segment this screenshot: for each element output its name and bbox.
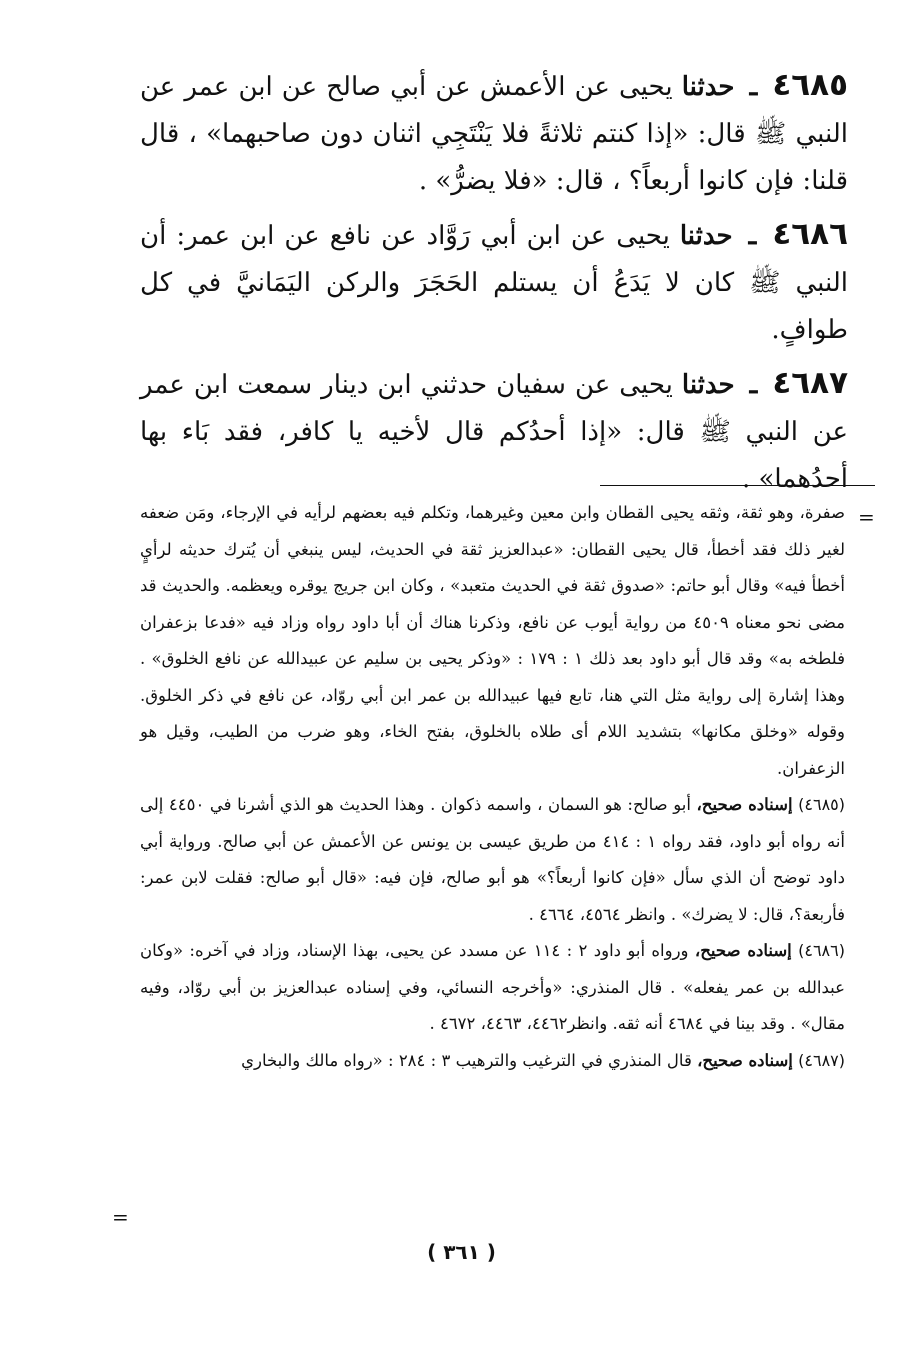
hadith-dash: ـ: [749, 370, 758, 400]
footnote-label: إسناده صحيح،: [697, 1050, 793, 1070]
footnotes-section: [140, 495, 845, 1079]
footnote-4685: [140, 787, 845, 933]
hadith-haddathana: حدثنا: [681, 72, 735, 102]
hadith-number: ٤٦٨٦: [772, 216, 849, 252]
hadith-text: يحيى عن ابن أبي رَوَّاد عن نافع عن ابن عمر: أن النبي ﷺ كان لا يَدَعُ أن يستلم الحَجَرَ والركن اليَمَانيَّ في كل طوافٍ.: [140, 221, 848, 345]
footnote-label: إسناده صحيح،: [696, 795, 793, 814]
hadith-4685: [140, 62, 848, 205]
hadith-number: ٤٦٨٧: [772, 365, 849, 401]
footnote-4687: [140, 1043, 845, 1080]
hadith-text: يحيى عن سفيان حدثني ابن دينار سمعت ابن عمر عن النبي ﷺ قال: «إذا أحدُكم قال لأخيه يا كافر، فقد بَاء بها أحدُهما» .: [140, 370, 848, 494]
footnote-text: أبو صالح: هو السمان ، واسمه ذكوان . وهذا الحديث هو الذي أشرنا في ٤٤٥٠ إلى أنه رواه أبو داود، فقد رواه ١ : ٤١٤ من طريق عيسى بن يونس عن الأعمش عن أبي صالح. ورواية أبي داود توضح أن الذي سأل «فإن كانوا أربعاً؟» هو أبو صالح، فإن فيه: «قال أبو صالح: فقلت لابن عمر: فأربعة؟، قال: لا يضرك» . وانظر ٤٥٦٤، ٤٦٦٤ .: [140, 795, 845, 924]
footnote-text: قال المنذري في الترغيب والترهيب ٣ : ٢٨٤ : «رواه مالك والبخاري: [241, 1050, 692, 1070]
hadith-4687: [140, 360, 848, 503]
hadith-haddathana: حدثنا: [679, 221, 733, 251]
hadith-number: ٤٦٨٥: [772, 67, 848, 103]
footnote-label: إسناده صحيح،: [694, 941, 792, 960]
footnote-number: (٤٦٨٧): [798, 1050, 845, 1070]
footnote-number: (٤٦٨٥): [798, 795, 845, 814]
footnote-divider: [600, 485, 875, 486]
continuation-end-marker: =: [112, 1205, 129, 1229]
hadith-haddathana: حدثنا: [681, 370, 735, 400]
hadith-4686: [140, 211, 848, 354]
footnote-text: ورواه أبو داود ٢ : ١١٤ عن مسدد عن يحيى، بهذا الإسناد، وزاد في آخره: «وكان عبدالله بن عمر يفعله» . قال المنذري: «وأخرجه النسائي، وفي إسناده عبدالعزيز بن أبي روّاد، وفيه مقال» . وقد بينا في ٤٦٨٤ أنه ثقه. وانظر٤٤٦٢، ٤٤٦٣، ٤٦٧٢ .: [140, 941, 845, 1033]
hadith-section: [140, 62, 848, 509]
hadith-dash: ـ: [749, 72, 758, 102]
footnote-4686: [140, 933, 845, 1043]
footnote-continued: صفرة، وهو ثقة، وثقه يحيى القطان وابن معين وغيرهما، وتكلم فيه بعضهم لرأيه في الإرجاء، ومَن ضعفه لغير ذلك فقد أخطأ، قال يحيى القطان: «عبدالعزيز ثقة في الحديث، ليس ينبغي أن يُترك حديثه لرأيٍ أخطأ فيه» وقال أبو حاتم: «صدوق ثقة في الحديث متعبد» ، وكان ابن جريج يوقره ويعظمه. والحديث قد مضى نحو معناه ٤٥٠٩ من رواية أيوب عن نافع، وذكرنا هناك أن أبا داود رواه وزاد فيه «فدعا بزعفران فلطخه به» وقد قال أبو داود بعد ذلك ١ : ١٧٩ : «وذكر يحيى بن سليم عن عبيدالله عن نافع الخلوق» . وهذا إشارة إلى رواية مثل التي هنا، تابع فيها عبيدالله بن عمر ابن أبي روّاد، عن نافع في ذكر الخلوق. وقوله «وخلق مكانها» بتشديد اللام أى طلاه بالخلوق، بفتح الخاء، وهو ضرب من الطيب، وقيل هو الزعفران.: [140, 503, 845, 778]
page-number: ( ٣٦١ ): [427, 1240, 496, 1264]
footnote-number: (٤٦٨٦): [798, 941, 845, 960]
continuation-marker: =: [858, 505, 875, 529]
hadith-dash: ـ: [748, 221, 757, 251]
hadith-text: يحيى عن الأعمش عن أبي صالح عن ابن عمر عن النبي ﷺ قال: «إذا كنتم ثلاثةً فلا يَنْتَجِي اثنان دون صاحبهما» ، قال قلنا: فإن كانوا أربعاً؟ ، قال: «فلا يضرُّ» .: [140, 72, 848, 196]
